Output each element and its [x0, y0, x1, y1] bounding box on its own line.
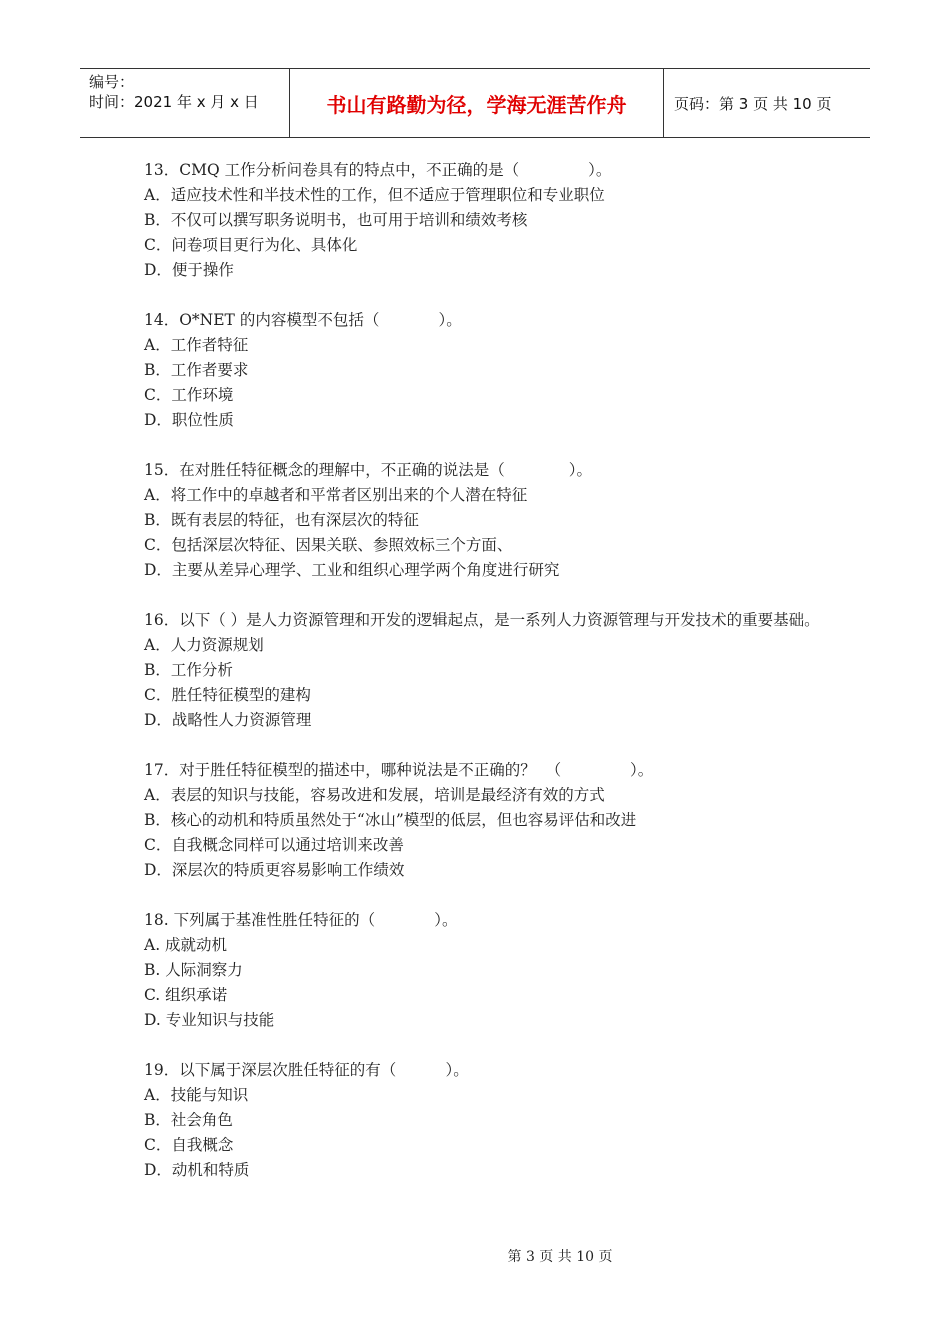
option-b: B．核心的动机和特质虽然处于“冰山”模型的低层，但也容易评估和改进: [144, 811, 637, 829]
page-info: 页码：第 3 页 共 10 页: [674, 94, 832, 113]
question-19: [144, 1058, 824, 1183]
header-meta: [80, 69, 290, 137]
option-a: A．技能与知识: [144, 1086, 249, 1104]
option-d: D. 专业知识与技能: [144, 1011, 275, 1029]
option-d: D．职位性质: [144, 411, 234, 429]
question-stem: 14．O*NET 的内容模型不包括（ ）。: [144, 311, 462, 329]
option-a: A. 成就动机: [144, 936, 228, 954]
option-c: C．包括深层次特征、因果关联、参照效标三个方面、: [144, 536, 513, 554]
option-a: A．适应技术性和半技术性的工作，但不适应于管理职位和专业职位: [144, 186, 605, 204]
option-d: D．动机和特质: [144, 1161, 250, 1179]
question-13: [144, 158, 824, 283]
option-b: B．工作者要求: [144, 361, 249, 379]
option-c: C. 组织承诺: [144, 986, 228, 1004]
date-label: 时间：2021 年 x 月 x 日: [89, 93, 259, 111]
document-header: [80, 68, 870, 138]
option-c: C．工作环境: [144, 386, 234, 404]
question-stem: 13．CMQ 工作分析问卷具有的特点中，不正确的是（ ）。: [144, 161, 612, 179]
option-b: B．工作分析: [144, 661, 233, 679]
question-17: [144, 758, 824, 883]
option-c: C．胜任特征模型的建构: [144, 686, 311, 704]
question-14: [144, 308, 824, 433]
option-d: D．战略性人力资源管理: [144, 711, 312, 729]
question-stem: 17．对于胜任特征模型的描述中，哪种说法是不正确的？ （ ）。: [144, 761, 654, 779]
option-a: A．人力资源规划: [144, 636, 264, 654]
option-c: C．自我概念: [144, 1136, 234, 1154]
option-a: A．工作者特征: [144, 336, 249, 354]
option-c: C．问卷项目更行为化、具体化: [144, 236, 358, 254]
option-d: D．深层次的特质更容易影响工作绩效: [144, 861, 405, 879]
option-b: B．社会角色: [144, 1111, 233, 1129]
option-d: D．便于操作: [144, 261, 234, 279]
question-18: [144, 908, 824, 1033]
option-c: C．自我概念同样可以通过培训来改善: [144, 836, 404, 854]
question-stem: 19．以下属于深层次胜任特征的有（ ）。: [144, 1061, 469, 1079]
option-a: A．将工作中的卓越者和平常者区别出来的个人潜在特征: [144, 486, 528, 504]
question-stem: 18. 下列属于基准性胜任特征的（ ）。: [144, 911, 458, 929]
number-label: 编号：: [89, 73, 135, 91]
question-list: [144, 158, 824, 1208]
option-b: B. 人际洞察力: [144, 961, 243, 979]
question-stem: 15．在对胜任特征概念的理解中，不正确的说法是（ ）。: [144, 461, 593, 479]
page-footer: 第 3 页 共 10 页: [507, 1249, 613, 1265]
option-a: A．表层的知识与技能，容易改进和发展，培训是最经济有效的方式: [144, 786, 605, 804]
question-stem: 16．以下（ ）是人力资源管理和开发的逻辑起点，是一系列人力资源管理与开发技术的重要基础。: [144, 611, 820, 629]
option-d: D．主要从差异心理学、工业和组织心理学两个角度进行研究: [144, 561, 560, 579]
question-16: [144, 608, 824, 733]
motto: 书山有路勤为径，学海无涯苦作舟: [290, 69, 664, 137]
option-b: B．不仅可以撰写职务说明书，也可用于培训和绩效考核: [144, 211, 528, 229]
question-15: [144, 458, 824, 583]
option-b: B．既有表层的特征，也有深层次的特征: [144, 511, 419, 529]
